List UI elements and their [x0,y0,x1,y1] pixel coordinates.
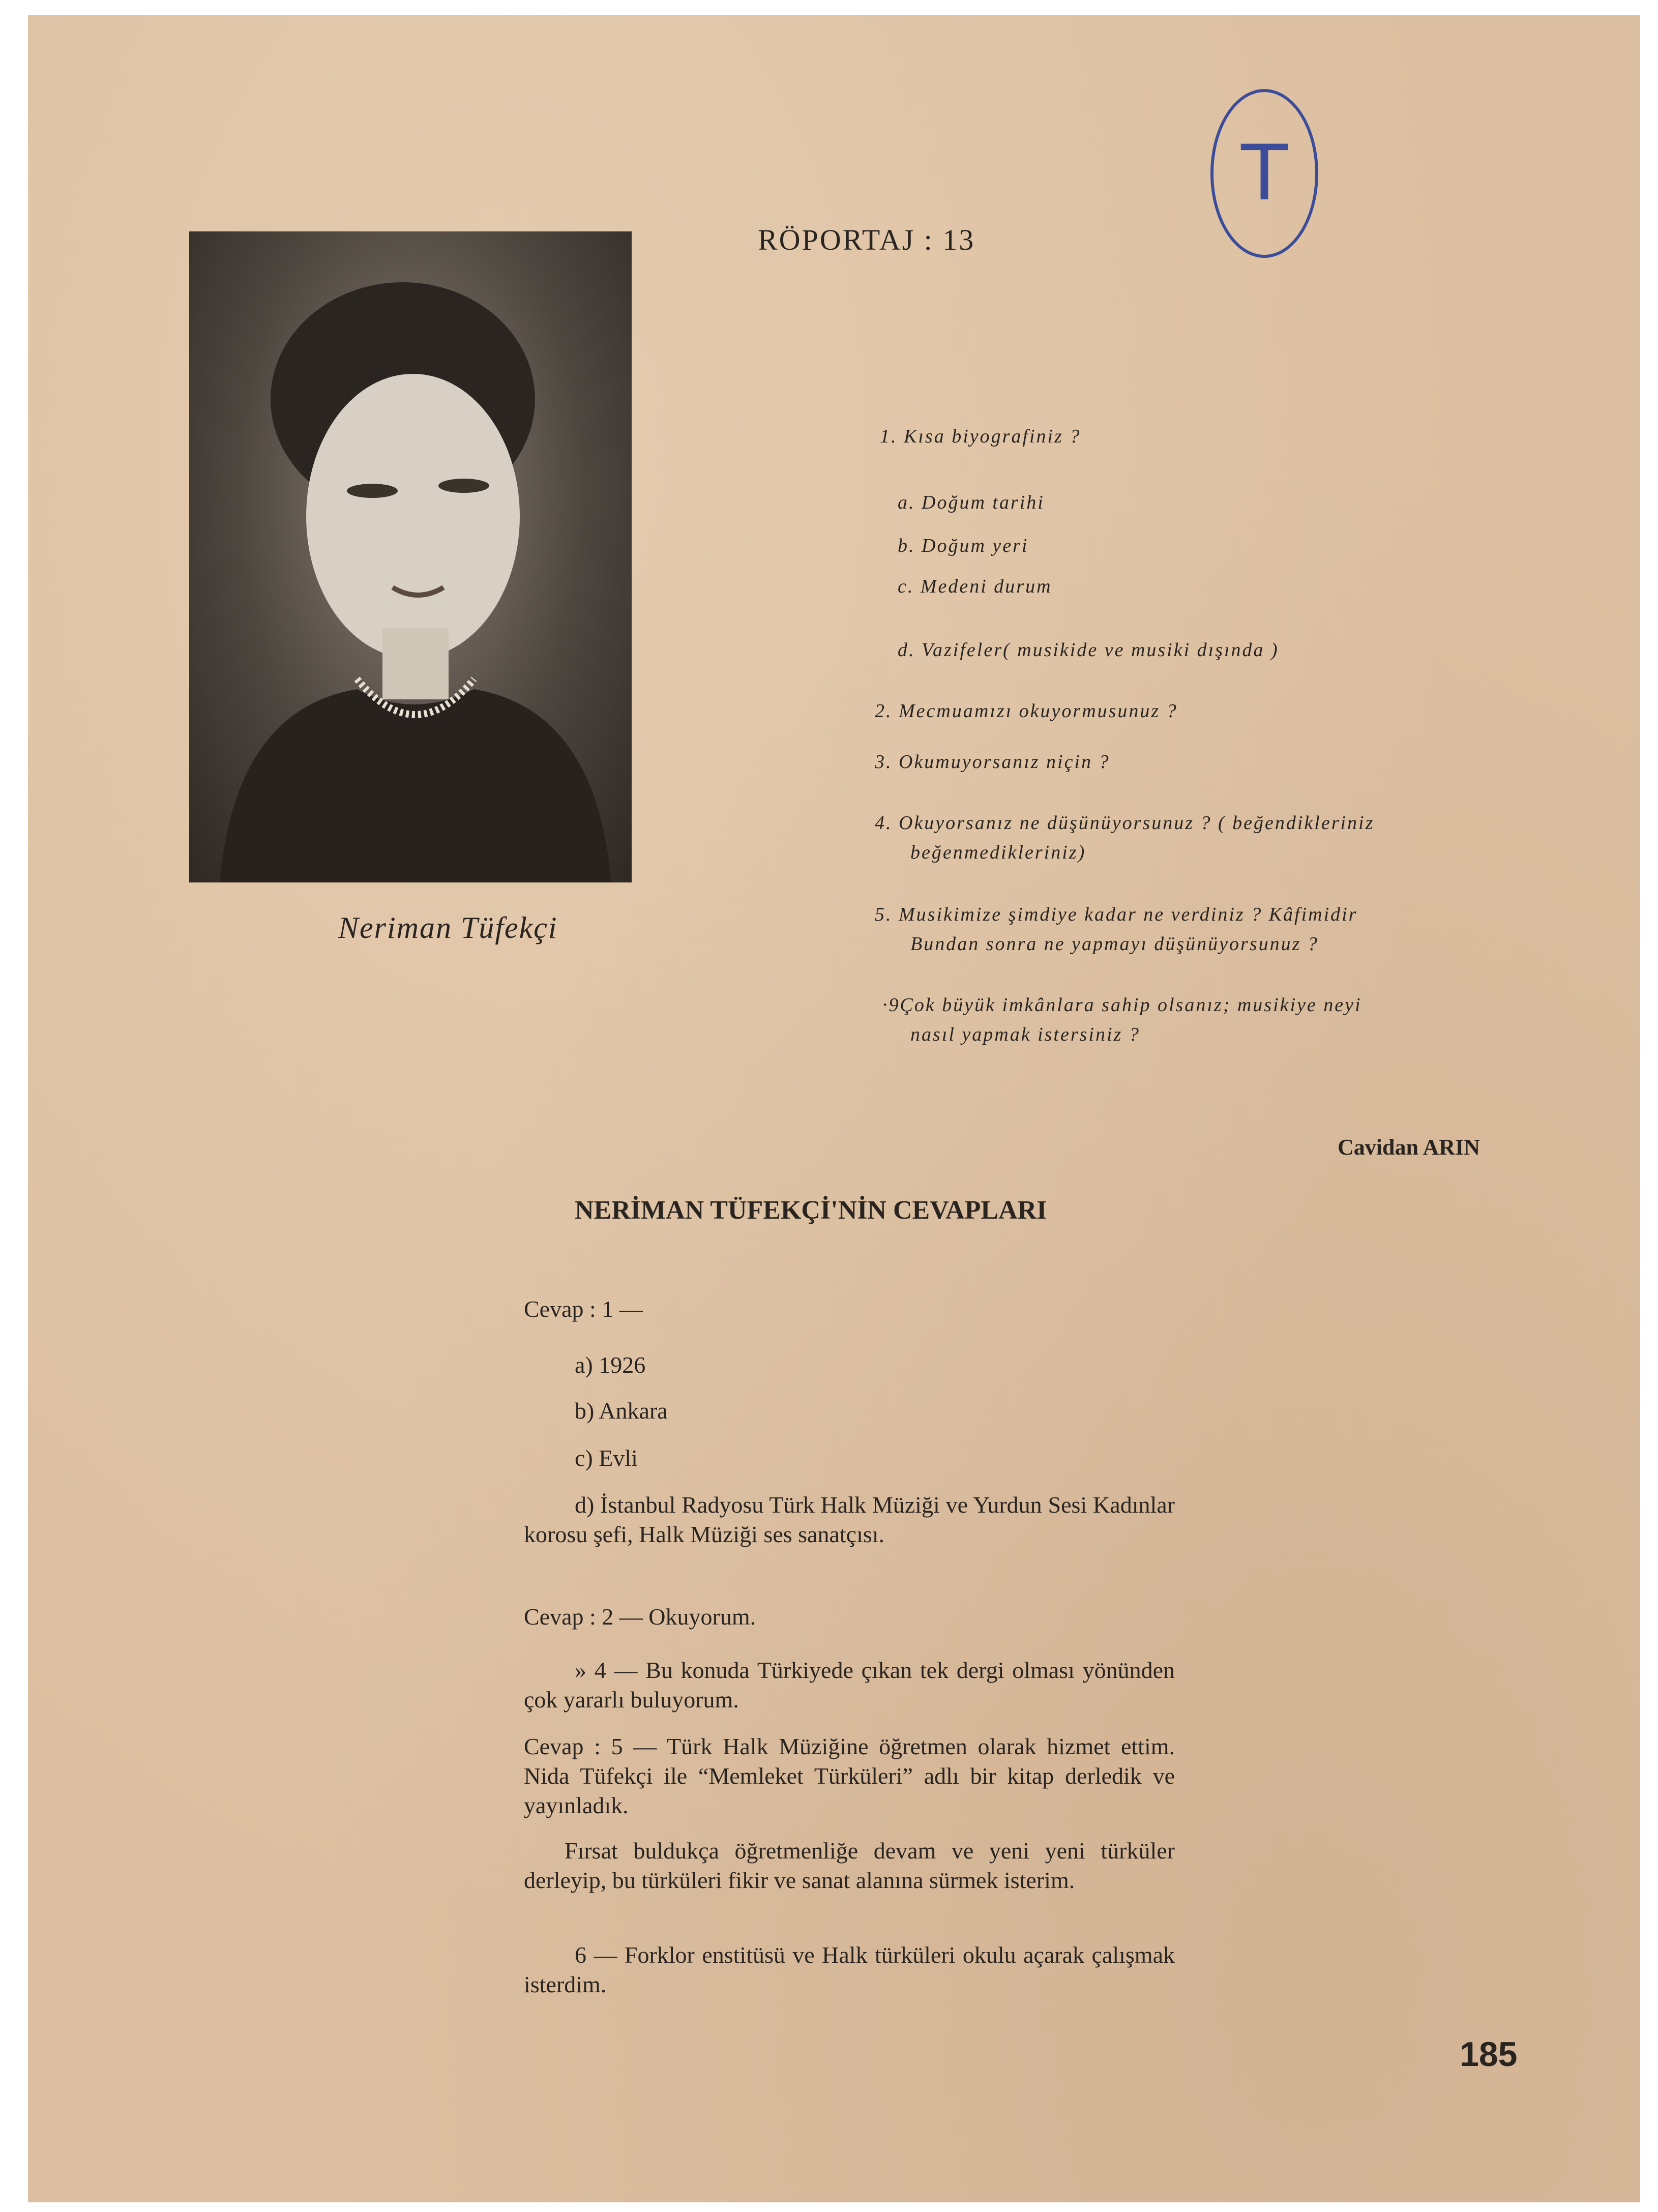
handwritten-stamp: T [1210,89,1318,258]
answer-1b: b) Ankara [575,1398,668,1424]
answer-5-continued: Fırsat buldukça öğretmenliğe devam ve yeni yeni türküler derleyip, bu türküleri fikir ve sanat alanına sürmek isterim. [524,1838,1175,1893]
answer-2: Cevap : 2 — Okuyorum. [524,1604,756,1630]
question-1c: c. Medeni durum [898,576,1052,597]
portrait-photo [189,231,632,882]
answer-1a: a) 1926 [575,1352,646,1378]
author-name: Cavidan ARIN [1338,1135,1480,1160]
question-6-line1: ·9Çok büyük imkânlara sahip olsanız; musikiye neyi [882,994,1362,1016]
question-4-line1: 4. Okuyorsanız ne düşünüyorsunuz ? ( beğendikleriniz [875,812,1375,834]
question-1b: b. Doğum yeri [898,535,1029,556]
answers-heading: NERİMAN TÜFEKÇİ'NİN CEVAPLARI [575,1196,1047,1225]
answer-5: Cevap : 5 — Türk Halk Müziğine öğretmen olarak hizmet ettim. Nida Tüfekçi ile “Memleket Türküleri” adlı bir kitap derledik ve yayınladık. [524,1733,1175,1818]
answer-4: » 4 — Bu konuda Türkiyede çıkan tek dergi olması yönünden çok yararlı buluyorum. [524,1657,1175,1713]
question-1: 1. Kısa biyografiniz ? [880,426,1081,447]
photo-caption: Neriman Tüfekçi [338,911,558,945]
answer-1d: d) İstanbul Radyosu Türk Halk Müziği ve Yurdun Sesi Kadınlar korosu şefi, Halk Müziği ses sanatçısı. [524,1492,1175,1547]
question-2: 2. Mecmuamızı okuyormusunuz ? [875,700,1178,722]
page-number: 185 [1460,2035,1518,2074]
answer-6: 6 — Forklor enstitüsü ve Halk türküleri okulu açarak çalışmak isterdim. [524,1942,1175,1997]
question-4-line2: beğenmedikleriniz) [910,842,1086,863]
question-3: 3. Okumuyorsanız niçin ? [875,751,1110,773]
question-6-line2: nasıl yapmak istersiniz ? [910,1024,1140,1045]
question-5-line1: 5. Musikimize şimdiye kadar ne verdiniz ? Kâfimidir [875,904,1358,925]
page-title: RÖPORTAJ : 13 [758,223,975,256]
question-5-line2: Bundan sonra ne yapmayı düşünüyorsunuz ? [910,933,1319,955]
answer-1: Cevap : 1 — [524,1296,643,1322]
question-1d: d. Vazifeler( musikide ve musiki dışında ) [898,639,1279,661]
question-1a: a. Doğum tarihi [898,492,1045,513]
answer-1c: c) Evli [575,1445,638,1471]
